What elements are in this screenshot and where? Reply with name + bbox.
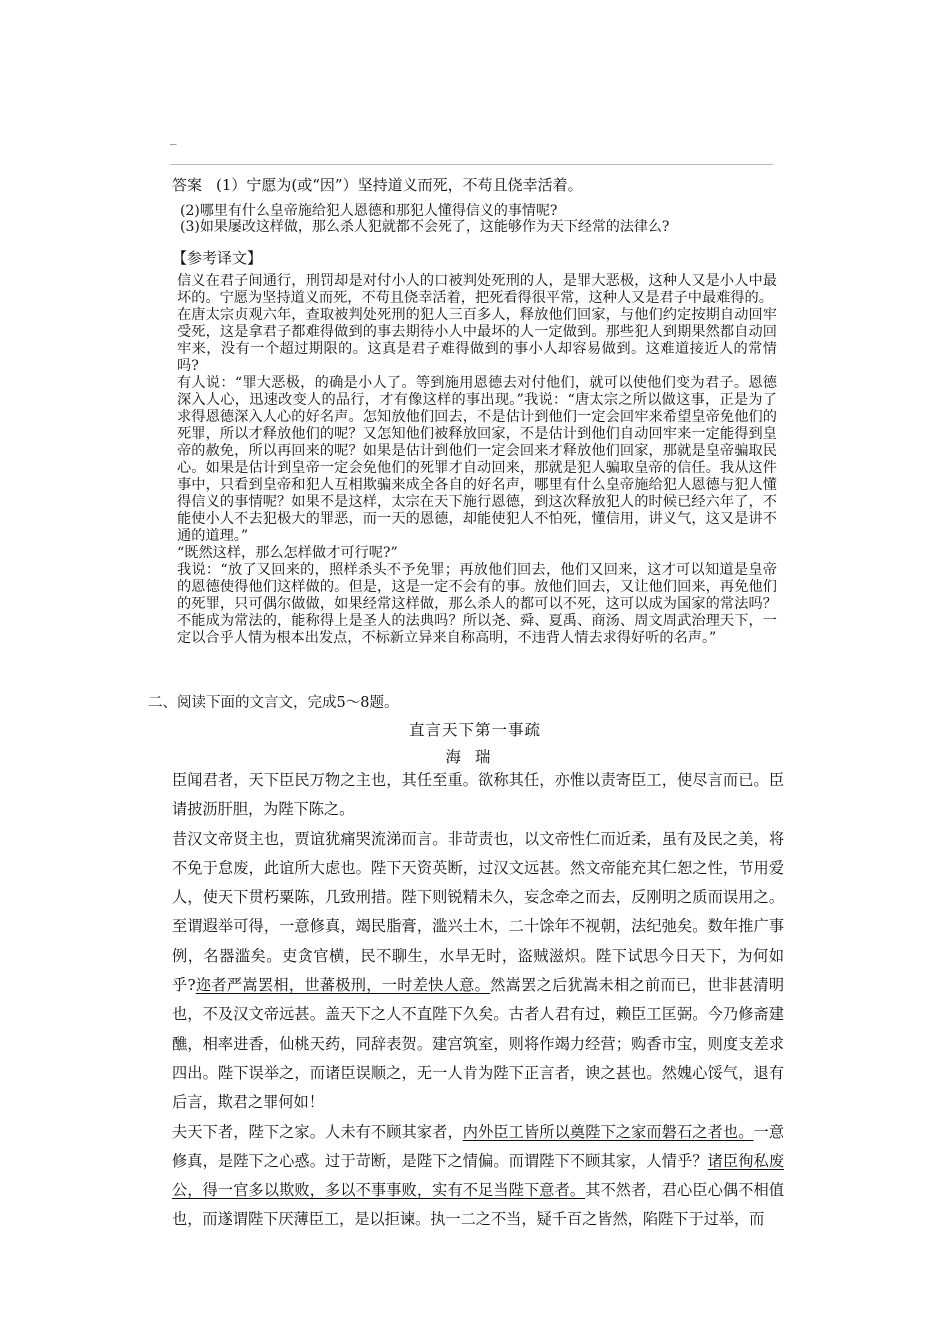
header-mark: _: [170, 131, 177, 146]
underlined-sentence-3: 诸臣徇私废公，得一官多以欺败，多以不事事败，实有不足当陛下意者。: [172, 1151, 785, 1200]
text-paragraph-2: [172, 825, 784, 1118]
answer-line: [172, 174, 583, 195]
p3-text-c: 其不然者，君心臣心偶不相值也，而遂谓陛下厌薄臣工，是以拒谏。执一二之不当，疑千百之皆然，陷陛下于过举，而: [172, 1181, 785, 1229]
text-title: 直言天下第一事疏: [408, 721, 541, 739]
text-author: [0, 745, 950, 767]
p2-text: 昔汉文帝贤主也，贾谊犹痛哭流涕而言。非苛责也，以文帝性仁而近柔，虽有及民之美，将不免于怠废，此谊所大虑也。陛下天资英断，过汉文远甚。然文帝能充其仁恕之性，节用爱人，使天下贯朽粟陈，几致刑措。陛下则锐精未久，妄念牵之而去，反刚明之质而误用之。至谓遐举可得，一意修真，竭民脂膏，滥兴土木，二十馀年不视朝，法纪弛矣。数年推广事例，名器滥矣。吏贪官横，民不聊生，水旱无时，盗贼滋炽。陛下试思今日天下，为何如乎?: [172, 829, 784, 995]
answer-item-2: (2)哪里有什么皇帝施给犯人恩德和那犯人懂得信义的事情呢?: [180, 203, 558, 219]
answer-label: 答案: [172, 176, 203, 194]
answer-item-3: (3)如果屡改这样做，那么杀人犯就都不会死了，这能够作为天下经常的法律么?: [180, 219, 670, 235]
translation-paragraph: “既然这样，那么怎样做才可行呢?”: [177, 545, 398, 561]
text-paragraph-3: [172, 1118, 784, 1235]
translation-block: [177, 273, 777, 647]
p3-text-a: 夫天下者，陛下之家。人未有不顾其家者，: [172, 1122, 463, 1141]
author-name: 海瑞: [445, 748, 505, 766]
translation-paragraph: 我说：“放了又回来的，照样杀头不予免罪；再放他们回去，他们又回来，这才可以知道是皇帝的恩德使得他们这样做的。但是，这是一定不会有的事。放他们回去，又让他们回来，再免他们的死罪，只可偶尔做做，如果经常这样做，那么杀人的都可以不死，这可以成为国家的常法吗？不能成为常法的，能称得上是圣人的法典吗？所以尧、舜、夏禹、商汤、周文周武治理天下，一定以合乎人情为根本出发点，不标新立异来自称高明，不违背人情去求得好听的名声。”: [177, 562, 777, 646]
answer-item-1: (1）宁愿为(或“因”）坚持道义而死，不苟且侥幸活着。: [216, 176, 583, 194]
reference-heading: 【参考译文】: [172, 249, 263, 267]
classical-text: [172, 766, 784, 1235]
p3-text-b: 一意修真，是陛下之心惑。过于苛断，是陛下之情偏。而谓陛下不顾其家，人情乎？: [172, 1122, 785, 1170]
divider-line: [170, 164, 773, 165]
section-2-prompt: 二、阅读下面的文言文，完成5～8题。: [148, 695, 399, 711]
p2-rest: 然嵩罢之后犹嵩未相之前而已，世非甚清明也，不及汉文帝远甚。盖天下之人不直陛下久矣。古者人君有过，赖臣工匡弼。今乃修斋建醮，相率进香，仙桃天药，同辞表贺。建宫筑室，则将作竭力经营；购香市宝，则度支差求四出。陛下误举之，而诸臣误顺之，无一人肯为陛下正言者，谀之甚也。然媿心馁气，退有后言，欺君之罪何如！: [172, 976, 785, 1112]
underlined-sentence-1: 迩者严嵩罢相，世蕃极刑，一时差快人意。: [195, 976, 491, 995]
underlined-sentence-2: 内外臣工皆所以奠陛下之家而磐石之者也。: [462, 1122, 754, 1141]
text-paragraph-1: 臣闻君者，天下臣民万物之主也，其任至重。欲称其任，亦惟以责寄臣工，使尽言而已。臣请披沥肝胆，为陛下陈之。: [172, 771, 784, 819]
translation-paragraph: 有人说：“罪大恶极，的确是小人了。等到施用恩德去对付他们，就可以使他们变为君子。恩德深入人心，迅速改变人的品行，才有像这样的事出现。”我说：“唐太宗之所以做这事，正是为了求得恩德深入人心的好名声。怎知放他们回去，不是估计到他们一定会回牢来希望皇帝免他们的死罪，所以才释放他们的呢？又怎知他们被释放回家，不是估计到他们自动回牢来一定能得到皇帝的赦免，所以再回来的呢？如果是估计到他们一定会回来才释放他们回家，那就是皇帝骗取民心。如果是估计到皇帝一定会免他们的死罪才自动回来，那就是犯人骗取皇帝的信任。我从这件事中，只看到皇帝和犯人互相欺骗来成全各自的好名声，哪里有什么皇帝施给犯人恩德与犯人懂得信义的事情呢？如果不是这样，太宗在天下施行恩德，到这次释放犯人的时候已经六年了，不能使小人不去犯极大的罪恶，而一天的恩德，却能使犯人不怕死，懂信用，讲义气，这又是讲不通的道理。”: [177, 375, 777, 544]
translation-paragraph: 在唐太宗贞观六年，查取被判处死刑的犯人三百多人，释放他们回家，与他们约定按期自动回牢受死，这是拿君子都难得做到的事去期待小人中最坏的人一定做到。那些犯人到期果然都自动回牢来，没有一个超过期限的。这真是君子难得做到的事小人却容易做到。这难道接近人的常情吗?: [177, 307, 777, 374]
translation-paragraph: 信义在君子间通行，刑罚却是对付小人的口被判处死刑的人，是罪大恶极，这种人又是小人中最坏的。宁愿为坚持道义而死，不苟且侥幸活着，把死看得很平常，这种人又是君子中最难得的。: [177, 273, 777, 306]
